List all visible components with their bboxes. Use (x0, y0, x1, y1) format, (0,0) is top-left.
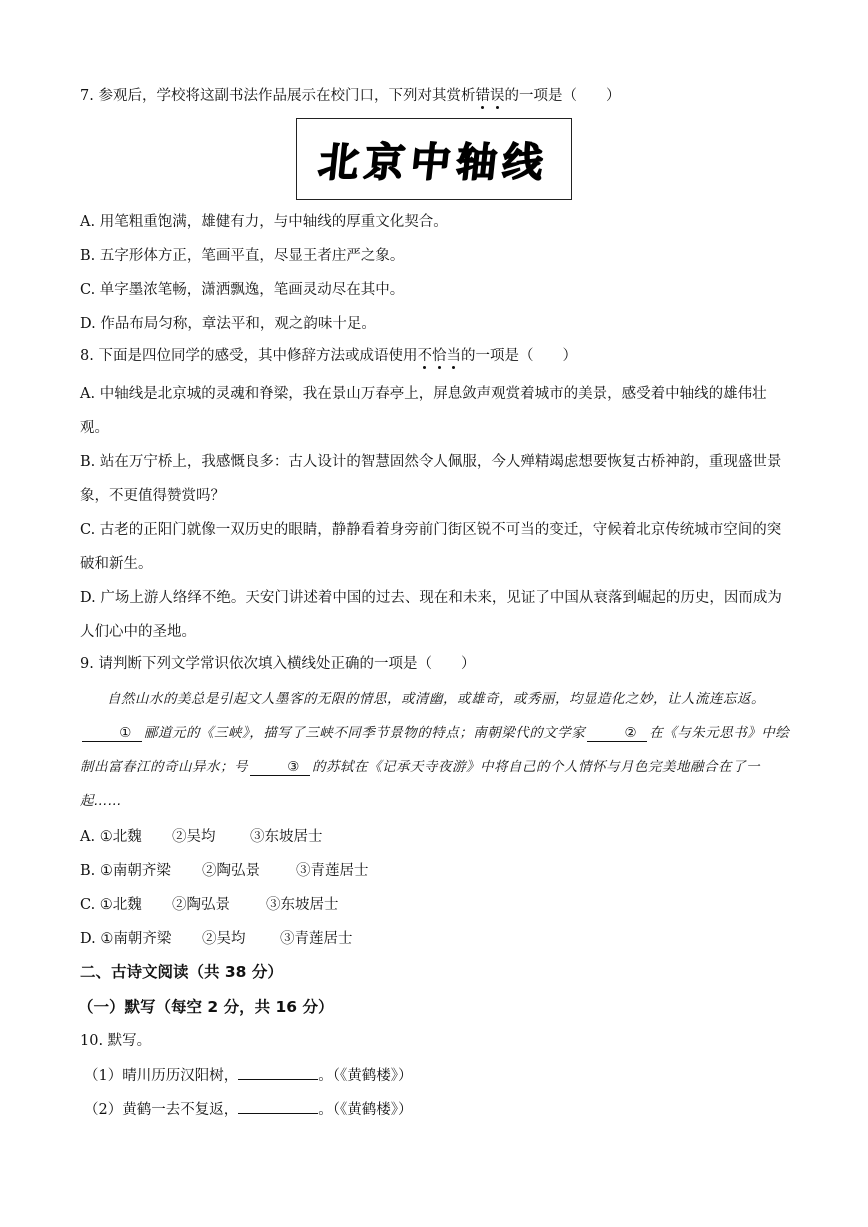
q7-stem-tail: 的一项是（ ） (504, 88, 621, 104)
q9-a-3: ③东坡居士 (250, 829, 323, 845)
q9-option-a (80, 827, 323, 847)
emphasis-char: 不 (417, 348, 432, 364)
passage-text-4: 的苏轼在《记承天寺夜游》中将自己的个人情怀与月色完美地融合在了一起…… (80, 759, 760, 809)
q7-stem (80, 86, 620, 106)
answer-blank-1[interactable] (238, 1065, 318, 1080)
q9-a-2: ②吴均 (172, 829, 216, 845)
q10-item-2 (84, 1099, 412, 1120)
blank-1: ① (82, 725, 142, 742)
blank-3: ③ (250, 759, 310, 776)
q8-option-b: B. 站在万宁桥上，我感慨良多：古人设计的智慧固然令人佩服，今人殚精竭虑想要恢复古桥神韵，重现盛世景象，不更值得赞赏吗？ (80, 454, 782, 504)
q9-option-c (80, 895, 339, 915)
emphasis-char: 当 (446, 348, 461, 364)
q7-stem-text: 7. 参观后，学校将这副书法作品展示在校门口，下列对其赏析 (80, 88, 476, 104)
blank-2: ② (587, 725, 647, 742)
q9-b-1: B. ①南朝齐梁 (80, 863, 171, 879)
q7-option-b: B. 五字形体方正，笔画平直，尽显王者庄严之象。 (80, 248, 405, 264)
q9-stem: 9. 请判断下列文学常识依次填入横线处正确的一项是（ ） (80, 656, 476, 672)
passage-text-1: 自然山水的美总是引起文人墨客的无限的情思，或清幽，或雄奇，或秀丽，均显造化之妙，让人流连忘返。 (107, 691, 765, 707)
q7-emphasis (475, 88, 504, 104)
q10-item-1-text: （1）晴川历历汉阳树， (84, 1068, 239, 1084)
q9-b-2: ②陶弘景 (202, 863, 260, 879)
q8-stem-text: 8. 下面是四位同学的感受，其中修辞方法或成语使用 (80, 348, 418, 364)
q10-item-1-source: 。（《黄鹤楼》） (318, 1068, 413, 1084)
section-heading: 二、古诗文阅读（共 38 分） (80, 963, 283, 981)
q9-a-1: A. ①北魏 (80, 829, 142, 845)
q7-option-a: A. 用笔粗重饱满，雄健有力，与中轴线的厚重文化契合。 (80, 214, 448, 230)
q9-option-b (80, 861, 369, 881)
q9-option-d (80, 929, 353, 949)
q9-b-3: ③青莲居士 (296, 863, 369, 879)
q10-item-1 (84, 1065, 412, 1086)
emphasis-char: 误 (489, 88, 505, 104)
q9-d-1: D. ①南朝齐梁 (80, 931, 172, 947)
subsection-heading: （一）默写（每空 2 分，共 16 分） (78, 998, 334, 1016)
q8-emphasis (417, 348, 461, 364)
q9-c-3: ③东坡居士 (266, 897, 339, 913)
emphasis-char: 恰 (431, 348, 447, 364)
q7-option-d: D. 作品布局匀称，章法平和，观之韵味十足。 (80, 316, 376, 332)
q9-c-1: C. ①北魏 (80, 897, 142, 913)
passage-text-2: 郦道元的《三峡》，描写了三峡不同季节景物的特点；南朝梁代的文学家 (144, 725, 586, 741)
q9-passage (80, 682, 790, 818)
q8-stem (80, 346, 577, 366)
calligraphy-artwork (296, 118, 572, 200)
q8-option-d: D. 广场上游人络绎不绝。天安门讲述着中国的过去、现在和未来，见证了中国从衰落到崛起的历史，因而成为人们心中的圣地。 (80, 590, 782, 640)
q9-d-2: ②吴均 (202, 931, 246, 947)
emphasis-char: 错 (475, 88, 490, 104)
q10-item-2-source: 。（《黄鹤楼》） (318, 1102, 413, 1118)
q9-c-2: ②陶弘景 (172, 897, 230, 913)
calligraphy-text: 北京中轴线 (316, 139, 552, 186)
q10-stem: 10. 默写。 (80, 1033, 152, 1049)
q10-item-2-text: （2）黄鹤一去不复返， (84, 1102, 239, 1118)
answer-blank-2[interactable] (238, 1099, 318, 1114)
q8-option-a: A. 中轴线是北京城的灵魂和脊梁，我在景山万春亭上，屏息敛声观赏着城市的美景，感受着中轴线的雄伟壮观。 (80, 386, 767, 436)
q8-option-c: C. 古老的正阳门就像一双历史的眼睛，静静看着身旁前门街区锐不可当的变迁，守候着北京传统城市空间的突破和新生。 (80, 522, 782, 572)
q9-d-3: ③青莲居士 (280, 931, 353, 947)
passage-text-3: 在《与朱元思书》中绘制出富春江的奇山异水；号 (80, 725, 790, 775)
q8-stem-tail: 的一项是（ ） (460, 348, 577, 364)
q7-option-c: C. 单字墨浓笔畅，潇洒飘逸，笔画灵动尽在其中。 (80, 282, 405, 298)
